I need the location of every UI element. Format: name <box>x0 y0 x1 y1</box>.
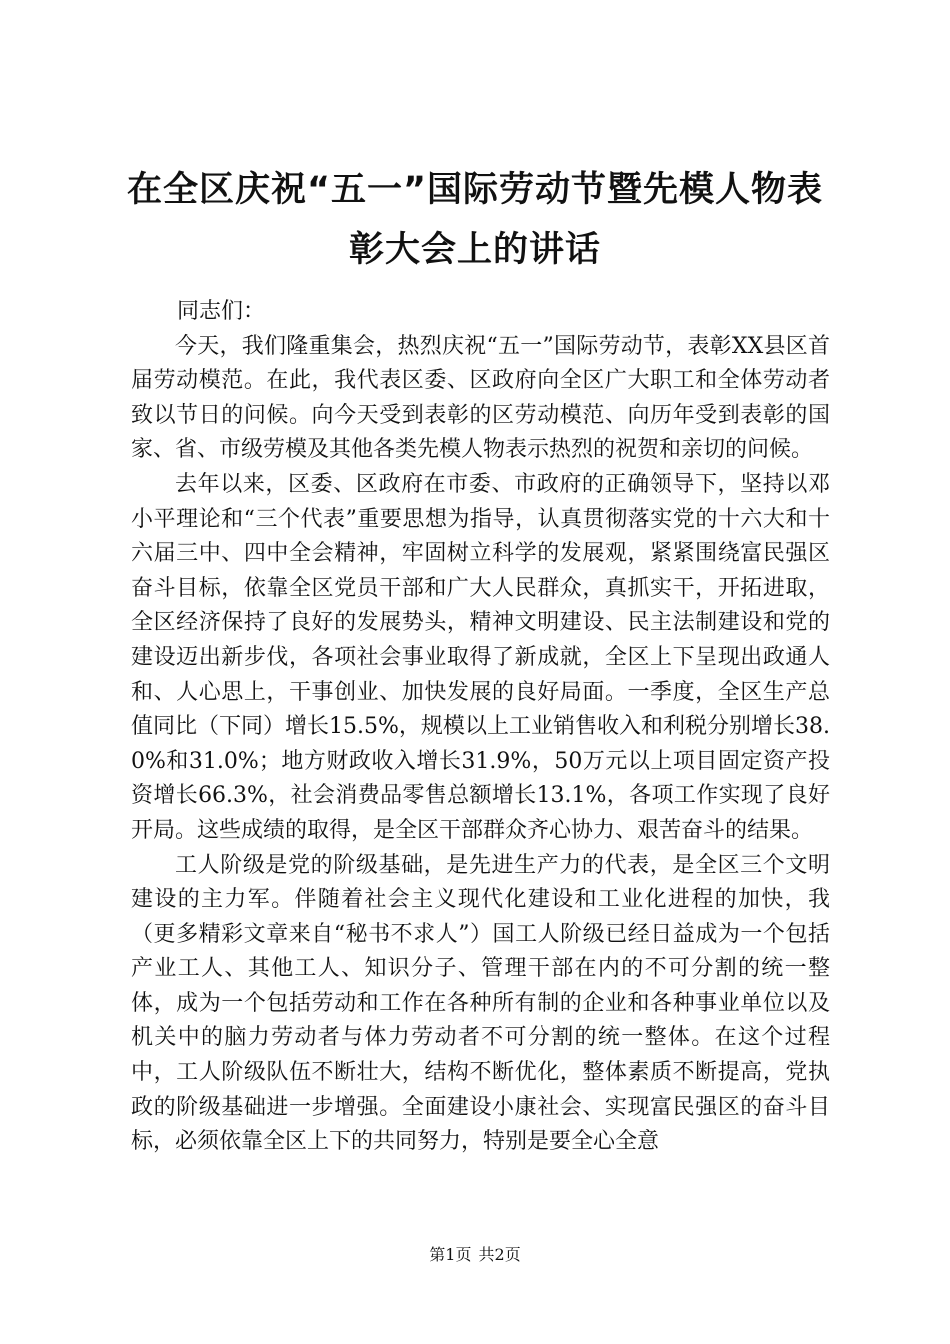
title-line-1: 在全区庆祝“五一”国际劳动节暨先模人物表 <box>126 170 823 210</box>
paragraph-2: 去年以来，区委、区政府在市委、市政府的正确领导下，坚持以邓小平理论和“三个代表”重要思想为指导，认真贯彻落实党的十六大和十六届三中、四中全会精神，牢固树立科学的发展观，紧紧围绕富民强区奋斗目标，依靠全区党员干部和广大人民群众，真抓实干，开拓进取，全区经济保持了良好的发展势头，精神文明建设、民主法制建设和党的建设迈出新步伐，各项社会事业取得了新成就，全区上下呈现出政通人和、人心思上，干事创业、加快发展的良好局面。一季度，全区生产总值同比（下同）增长15.5%，规模以上工业销售收入和利税分别增长38.0%和31.0%；地方财政收入增长31.9%，50万元以上项目固定资产投资增长66.3%，社会消费品零售总额增长13.1%，各项工作实现了良好开局。这些成绩的取得，是全区干部群众齐心协力、艰苦奋斗的结果。 <box>131 471 830 843</box>
salutation: 同志们： <box>177 299 266 324</box>
document-body <box>131 295 830 1160</box>
title-line-2: 彰大会上的讲话 <box>348 230 601 270</box>
document-title <box>110 160 840 280</box>
page-number-current: 第1页 <box>429 1245 472 1264</box>
paragraph-3: 工人阶级是党的阶级基础，是先进生产力的代表，是全区三个文明建设的主力军。伴随着社会主义现代化建设和工业化进程的加快，我（更多精彩文章来自“秘书不求人”）国工人阶级已经日益成为一个包括产业工人、其他工人、知识分子、管理干部在内的不可分割的统一整体，成为一个包括劳动和工作在各种所有制的企业和各种事业单位以及机关中的脑力劳动者与体力劳动者不可分割的统一整体。在这个过程中，工人阶级队伍不断壮大，结构不断优化，整体素质不断提高，党执政的阶级基础进一步增强。全面建设小康社会、实现富民强区的奋斗目标，必须依靠全区上下的共同努力，特别是要全心全意 <box>131 852 830 1155</box>
page-number-total: 共2页 <box>478 1245 521 1264</box>
paragraph-1: 今天，我们隆重集会，热烈庆祝“五一”国际劳动节，表彰XX县区首届劳动模范。在此，我代表区委、区政府向全区广大职工和全体劳动者致以节日的问候。向今天受到表彰的区劳动模范、向历年受到表彰的国家、省、市级劳模及其他各类先模人物表示热烈的祝贺和亲切的问候。 <box>131 333 830 463</box>
page-footer <box>0 1245 950 1265</box>
